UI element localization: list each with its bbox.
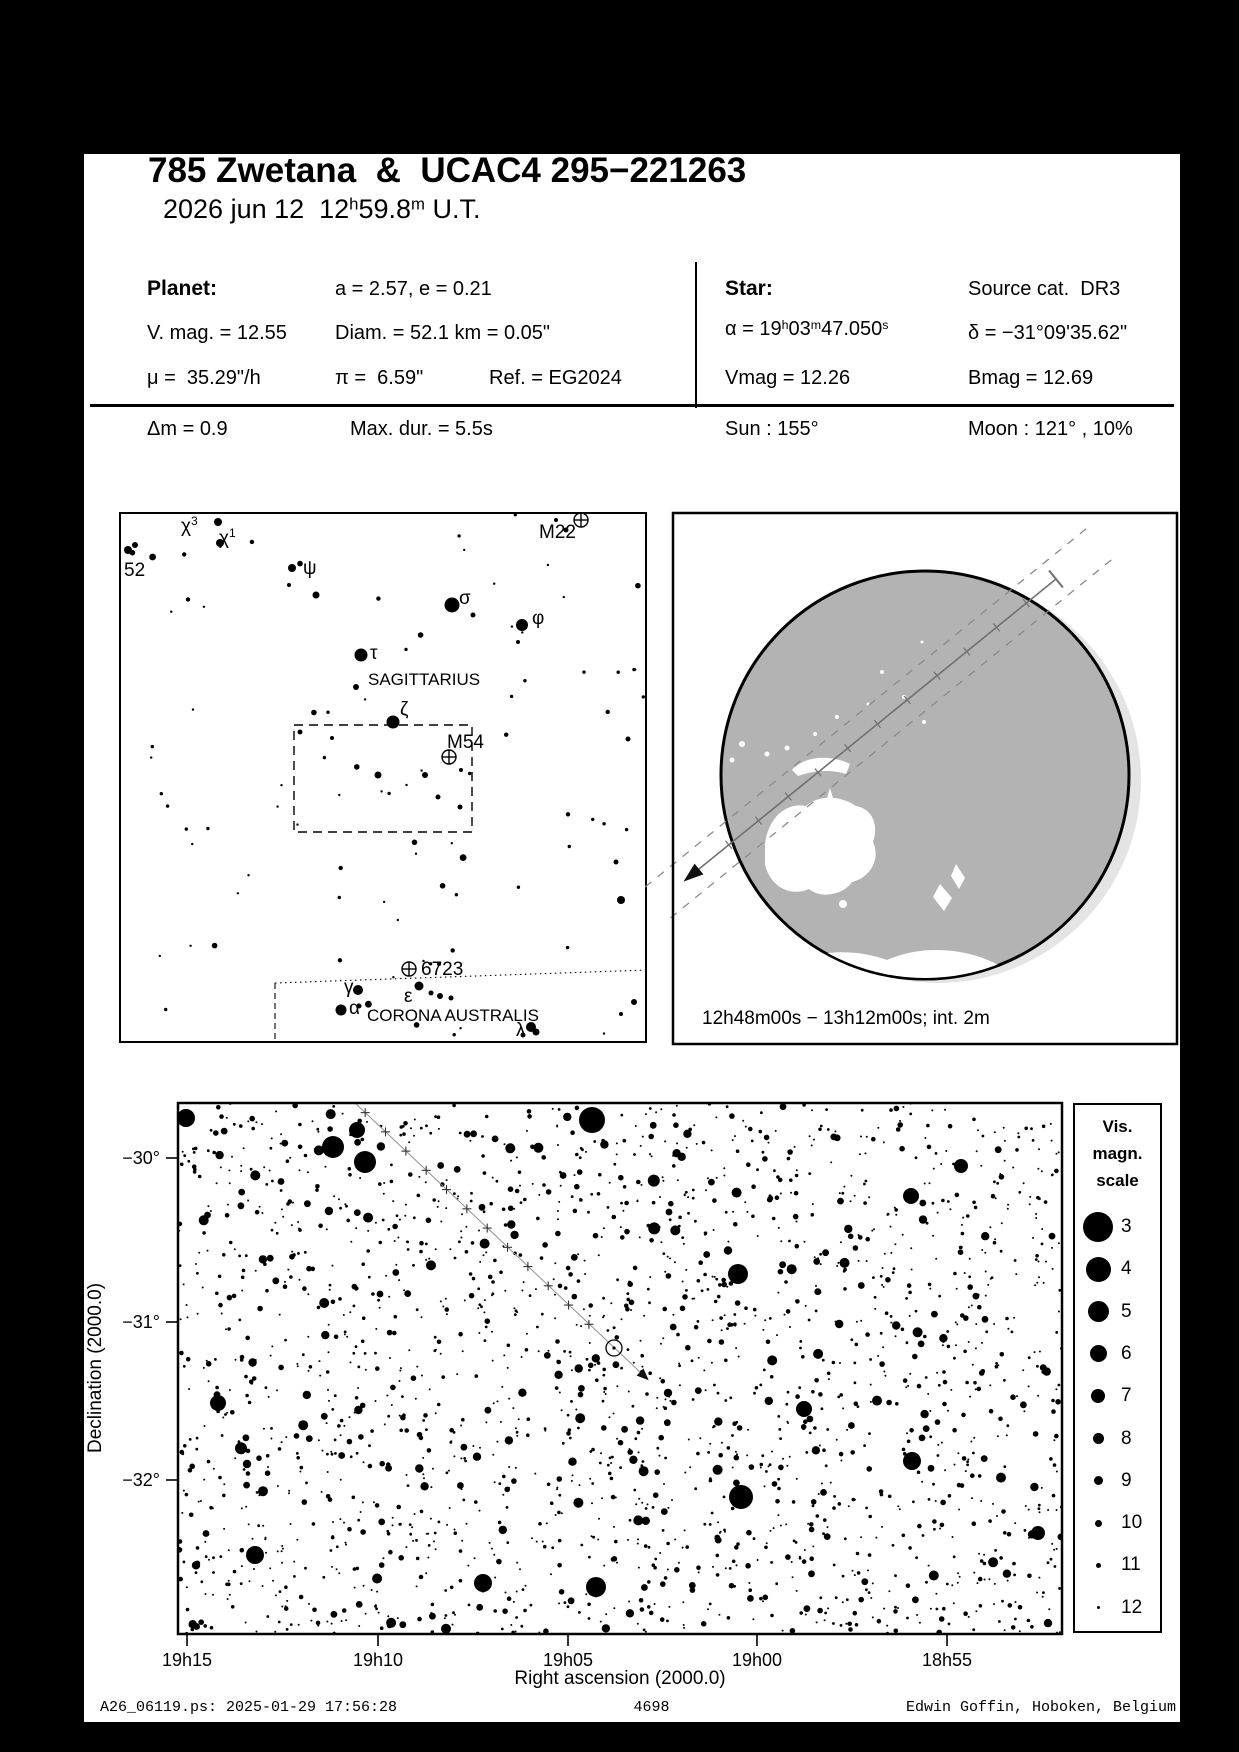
- star-dot: [353, 985, 363, 995]
- star-dot: [516, 619, 528, 631]
- star-dot: [330, 736, 334, 740]
- finder-boundary-lines: [275, 725, 647, 1043]
- star-dot: [626, 737, 631, 742]
- field-of-view-box: [294, 725, 472, 832]
- magnitude-label: 6: [1121, 1342, 1132, 1364]
- ra-part: 03: [788, 318, 811, 341]
- circle-plus-marker: [402, 962, 416, 976]
- star-dot: [313, 592, 320, 599]
- star-source-catalog: Source cat. DR3: [968, 278, 1121, 300]
- legend-entry-mag-9: [1075, 1464, 1160, 1498]
- magnitude-label: 11: [1121, 1554, 1141, 1576]
- object-label: ζ: [400, 699, 409, 720]
- object-label: 52: [124, 560, 146, 581]
- star-dot: [614, 860, 619, 865]
- direction-arrow: [683, 864, 703, 882]
- magnitude-label: 3: [1121, 1216, 1132, 1237]
- ra-m-sup: m: [810, 318, 822, 332]
- object-label: 6723: [421, 959, 464, 980]
- legend-entry-mag-4: [1075, 1252, 1160, 1286]
- star-dot: [516, 640, 520, 644]
- star-dot: [375, 772, 382, 779]
- star-dot: [619, 1012, 623, 1016]
- star-dot: [214, 518, 222, 526]
- planet-orbit: a = 2.57, e = 0.21: [335, 278, 492, 300]
- star-dot: [617, 896, 625, 904]
- path-time-caption: 12h48m00s − 13h12m00s; int. 2m: [702, 1008, 990, 1029]
- y-tick-label: −30°: [122, 1148, 160, 1168]
- bright-star: [903, 1188, 919, 1204]
- path-start-cap: [1049, 570, 1063, 587]
- star-dot: [415, 982, 424, 991]
- star-dot: [132, 542, 138, 548]
- legend-title: [1075, 1113, 1160, 1194]
- planet-diameter: Diam. = 52.1 km = 0.05": [335, 322, 550, 344]
- page-footer: [100, 1699, 1176, 1716]
- legend-entry-mag-12: [1075, 1591, 1160, 1625]
- object-label: λ: [516, 1020, 526, 1041]
- moon-elongation: Moon : 121° , 10%: [968, 418, 1133, 440]
- bright-star: [586, 1577, 606, 1597]
- y-tick-label: −31°: [122, 1312, 160, 1332]
- star-dot: [449, 996, 454, 1001]
- bright-star: [177, 1109, 195, 1127]
- magnitude-dot: [1088, 1301, 1109, 1322]
- magnitude-dot: [1093, 1433, 1104, 1444]
- magnitude-label: 12: [1121, 1596, 1143, 1618]
- deep-sky-markers: [402, 513, 588, 976]
- y-axis-title: Declination (2000.0): [85, 1282, 106, 1454]
- object-label: γ: [344, 977, 354, 998]
- star-dot: [387, 716, 400, 729]
- star-heading: Star:: [725, 277, 773, 300]
- globe-panel: [672, 512, 1178, 1045]
- constellation-label: CORONA AUSTRALIS: [367, 1006, 539, 1025]
- ra-s-sup: s: [882, 318, 889, 332]
- footer-filename: A26_06119.ps: 2025-01-29 17:56:28: [100, 1699, 398, 1716]
- y-tick-label: −32°: [122, 1470, 160, 1490]
- object-label: φ: [532, 608, 545, 629]
- star-dot: [287, 583, 291, 587]
- finder-border: [120, 513, 646, 1042]
- star-right-ascension: [725, 318, 888, 341]
- star-field-chart: [122, 1103, 1062, 1670]
- magnitude-dot: [1094, 1476, 1103, 1485]
- bright-star: [729, 1485, 753, 1509]
- star-dot: [445, 598, 460, 613]
- ra-part: α = 19: [725, 318, 782, 341]
- magnitude-label: 7: [1121, 1385, 1132, 1407]
- bright-star: [349, 1122, 365, 1138]
- bright-star: [210, 1395, 226, 1411]
- orbit-reference: Ref. = EG2024: [489, 367, 622, 389]
- legend-entry-mag-6: [1075, 1337, 1160, 1371]
- star-dot: [471, 613, 476, 618]
- magnitude-dot: [1097, 1606, 1100, 1609]
- object-label: τ: [370, 643, 378, 664]
- legend-entry-mag-8: [1075, 1422, 1160, 1456]
- x-tick-label: 19h00: [731, 1650, 783, 1670]
- datetime-part: U.T.: [425, 194, 481, 224]
- table-divider: [695, 262, 697, 408]
- max-duration: Max. dur. = 5.5s: [350, 418, 493, 440]
- bright-star: [728, 1264, 748, 1284]
- magnitude-dot: [1096, 1563, 1101, 1568]
- object-label: σ: [459, 588, 471, 609]
- magnitude-dot: [1091, 1389, 1105, 1403]
- star-dot: [288, 564, 296, 572]
- finder-chart: [119, 512, 647, 1043]
- table-rule: [90, 404, 1174, 407]
- star-dot: [458, 805, 463, 810]
- finder-labels: [124, 514, 576, 1041]
- object-label: ε: [404, 986, 413, 1007]
- star-dot: [429, 991, 434, 996]
- object-label: $\chi^1$: [219, 526, 236, 549]
- object-label: α: [349, 998, 360, 1019]
- object-label: M54: [447, 732, 484, 753]
- planet-heading: Planet:: [147, 277, 218, 300]
- minute-superscript: m: [411, 194, 425, 214]
- star-dot: [437, 993, 443, 999]
- planet-vmag: V. mag. = 12.55: [147, 322, 287, 344]
- object-label: M22: [539, 522, 576, 543]
- legend-entry-mag-3: [1075, 1210, 1160, 1244]
- sun-elongation: Sun : 155°: [725, 418, 819, 440]
- circle-plus-marker: [574, 513, 588, 527]
- magnitude-label: 4: [1121, 1258, 1132, 1280]
- bright-star: [246, 1546, 264, 1564]
- legend-entry-mag-10: [1075, 1506, 1160, 1540]
- legend-title-line: magn.: [1092, 1144, 1143, 1163]
- finder-named-stars: [124, 518, 637, 1038]
- ra-part: 47.050: [821, 318, 883, 341]
- page-title: 785 Zwetana & UCAC4 295−221263: [148, 151, 747, 190]
- bright-star: [954, 1159, 968, 1173]
- magnitude-dot: [1090, 1345, 1107, 1362]
- target-star: [612, 1346, 615, 1349]
- x-tick-label: 19h10: [352, 1650, 404, 1670]
- legend-title-line: scale: [1096, 1171, 1139, 1190]
- star-dot: [436, 795, 441, 800]
- star-dot: [353, 684, 359, 690]
- star-declination: δ = −31°09'35.62": [968, 322, 1128, 344]
- event-datetime: [163, 194, 481, 225]
- bright-star: [322, 1136, 344, 1158]
- field-stars: [177, 1102, 1065, 1636]
- star-dot: [336, 1005, 347, 1016]
- magnitude-label: 5: [1121, 1300, 1132, 1322]
- bright-star: [579, 1107, 605, 1133]
- bright-star: [474, 1574, 492, 1592]
- datetime-part: 2026 jun 12 12: [163, 194, 350, 224]
- earth-globe: [712, 571, 1141, 1054]
- legend-entry-mag-5: [1075, 1295, 1160, 1329]
- bright-star: [1031, 1526, 1045, 1540]
- star-dot: [459, 768, 463, 772]
- magnitude-label: 9: [1121, 1469, 1132, 1491]
- x-tick-label: 18h55: [921, 1650, 973, 1670]
- x-tick-label: 19h15: [161, 1650, 213, 1670]
- magnitude-dot: [1086, 1257, 1111, 1282]
- datetime-part: 59.8: [358, 194, 412, 224]
- legend-title-line: Vis.: [1102, 1117, 1133, 1136]
- x-tick-label: 19h05: [542, 1650, 594, 1670]
- finder-background-stars: [130, 511, 645, 1037]
- star-dot: [422, 772, 428, 778]
- magnitude-label: 8: [1121, 1427, 1132, 1449]
- planet-proper-motion: μ = 35.29"/h: [147, 367, 261, 389]
- legend-entry-mag-11: [1075, 1548, 1160, 1582]
- ra-h-sup: h: [781, 318, 789, 332]
- magnitude-dot: [1095, 1520, 1102, 1527]
- star-dot: [298, 730, 303, 735]
- field-axes: [122, 1148, 972, 1670]
- footer-number: 4698: [633, 1699, 670, 1716]
- bright-star: [354, 1151, 376, 1173]
- star-dot: [124, 546, 132, 554]
- magnitude-legend: [1073, 1103, 1162, 1633]
- magnitude-label: 10: [1121, 1512, 1143, 1534]
- magnitude-drop: Δm = 0.9: [147, 418, 228, 440]
- planet-parallax: π = 6.59": [335, 367, 424, 389]
- star-vmag: Vmag = 12.26: [725, 367, 851, 389]
- constellation-label: SAGITTARIUS: [368, 670, 481, 689]
- magnitude-dot: [1083, 1212, 1113, 1242]
- legend-entry-mag-7: [1075, 1379, 1160, 1413]
- bright-star: [903, 1452, 921, 1470]
- x-axis-title: Right ascension (2000.0): [514, 1668, 726, 1689]
- bright-star: [796, 1401, 812, 1417]
- star-dot: [355, 649, 368, 662]
- star-dot: [631, 999, 637, 1005]
- object-label: $\chi^3$: [181, 514, 198, 537]
- footer-author: Edwin Goffin, Hoboken, Belgium: [905, 1699, 1176, 1716]
- star-bmag: Bmag = 12.69: [968, 367, 1094, 389]
- hour-superscript: h: [349, 194, 359, 214]
- object-label: ψ: [303, 558, 317, 579]
